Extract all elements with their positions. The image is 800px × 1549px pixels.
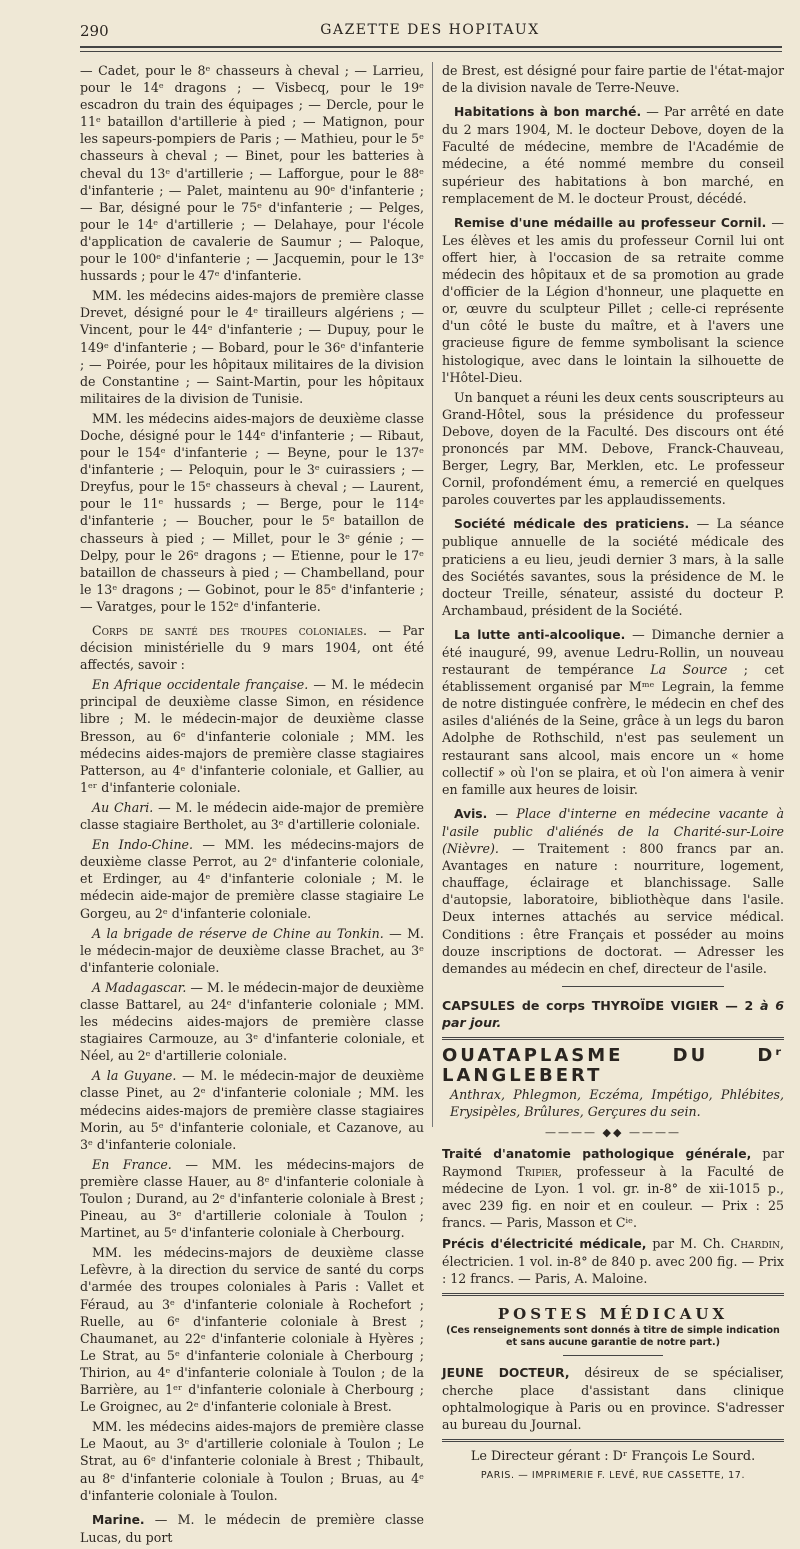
postes-double-rule bbox=[442, 1293, 784, 1296]
alcool-text-1: — Dimanche dernier a été inauguré, 99, avenue Ledru-Rollin, un nouveau restaurant de tempérance bbox=[442, 626, 784, 678]
chari-text: — M. le médecin aide-major de première classe stagiaire Bertholet, au 3ᵉ d'artillerie coloniale. bbox=[80, 799, 425, 833]
precis-text-1: par M. Ch. bbox=[646, 1235, 731, 1251]
paragraph-habitations bbox=[442, 103, 784, 207]
paragraph-aides-majors-2: MM. les médecins aides-majors de deuxième classe Doche, désigné pour le 144ᵉ d'infanterie ; — Ribaut, pour le 154ᵉ d'infanterie ; — Beyne, pour le 137ᵉ d'infanterie ; — Peloquin, pour le 3ᵉ cuirassiers ; — Dreyfus, pour le 15ᵉ chasseurs à cheval ; — Laurent, pour le 11ᵉ hussards ; — Berge, pour le 114ᵉ d'infanterie ; — Boucher, pour le 5ᵉ bataillon de chasseurs à pied ; — Millet, pour le 3ᵉ génie ; — Delpy, pour le 26ᵉ dragons ; — Etienne, pour le 17ᵉ bataillon de chasseurs à pied ; — Chambelland, pour le 13ᵉ dragons ; — Gobinot, pour le 85ᵉ d'infanterie ; — Varatges, pour le 152ᵉ d'infanterie. bbox=[80, 410, 424, 614]
avis-text: — Traitement : 800 francs par an. Avantages en nature : nourriture, logement, chauffage, éclairage et blanchissage. Salle d'autopsie, laboratoire, bibliothèque dans l'asile. Deux internes attachés au service médical. Conditions : être Français et posséder au moins douze inscriptions de doctorat. — Adresser les demandes au médecin en chef, directeur de l'asile. bbox=[442, 841, 784, 976]
paragraph-jeune-docteur bbox=[442, 1364, 784, 1433]
paragraph-indochine bbox=[80, 836, 424, 921]
ornament-separator: ———— ◆◆ ———— bbox=[545, 1125, 681, 1139]
marine-text: — M. le médecin de première classe Lucas, du port bbox=[80, 1511, 424, 1545]
directeur-gerant: Le Directeur gérant : Dʳ François Le Sourd. bbox=[470, 1449, 756, 1465]
habitations-heading: Habitations à bon marché. bbox=[454, 105, 642, 120]
precis-author: Chardin bbox=[730, 1235, 780, 1251]
cornil-heading: Remise d'une médaille au professeur Cornil. bbox=[454, 215, 767, 230]
capsules-text: CAPSULES de corps THYROÏDE VIGIER — 2 bbox=[442, 997, 761, 1013]
paragraph-france-3: MM. les médecins aides-majors de première classe Le Maout, au 3ᵉ d'artillerie coloniale à Toulon ; Le Strat, au 6ᵉ d'infanterie coloniale à Brest ; Thibault, au 8ᵉ d'infanterie coloniale à Toulon ; Bruas, au 4ᵉ d'infanterie coloniale à Toulon. bbox=[80, 1419, 424, 1503]
page-number: 290 bbox=[80, 22, 109, 40]
corps-sante-text: — Par décision ministérielle du 9 mars 1904, ont été affectés, savoir : bbox=[80, 623, 424, 673]
footer-double-rule bbox=[442, 1439, 784, 1442]
madagascar-text: — M. le médecin-major de deuxième classe Battarel, au 24ᵉ d'infanterie coloniale ; MM. les médecins aides-majors de première classe stagiaires Carmouze, au 3ᵉ d'infanterie coloniale, et Néel, au 2ᵉ d'artillerie coloniale. bbox=[80, 979, 424, 1064]
ad-double-rule bbox=[442, 1037, 784, 1040]
jeune-docteur-heading: JEUNE DOCTEUR, bbox=[442, 1365, 570, 1380]
paragraph-marine bbox=[80, 1511, 424, 1546]
precis-text-2: , électricien. 1 vol. in-8° de 840 p. avec 200 fig. — Prix : 12 francs. — Paris, A. Maloine. bbox=[442, 1235, 784, 1286]
paragraph-france-2: MM. les médecins-majors de deuxième classe Lefèvre, à la direction du service de santé du corps d'armée des troupes coloniales à Paris : Vallet et Féraud, au 3ᵉ d'infanterie coloniale à Rochefort ; Ruelle, au 6ᵉ d'infanterie coloniale à Brest ; Chaumanet, au 22ᵉ d'infanterie coloniale à Hyères ; Le Strat, au 5ᵉ d'infanterie coloniale à Cherbourg ; Thirion, au 4ᵉ d'infanterie coloniale à Toulon ; de la Barrière, au 1ᵉʳ d'infanterie coloniale à Cherbourg ; Le Groignec, au 2ᵉ d'infanterie coloniale à Brest. bbox=[80, 1245, 424, 1415]
right-column bbox=[442, 62, 784, 1484]
paragraph-france bbox=[80, 1156, 424, 1241]
cornil-text: — Les élèves et les amis du professeur Cornil lui ont offert hier, à l'occasion de sa retraite comme médecin des hôpitaux et de sa promotion au grade d'officier de la Légion d'honneur, une plaquette en or, œuvre du sculpteur Pillet ; celle-ci représente d'un côté le buste du maître, et à l'avers une gracieuse figure de femme symbolisant la science histologique, avec dans le lointain la silhouette de l'Hôtel-Dieu. bbox=[442, 214, 784, 385]
avis-heading: Avis. bbox=[454, 806, 488, 821]
header-rule-thick bbox=[80, 46, 782, 48]
paragraph-chasseurs: — Cadet, pour le 8ᵉ chasseurs à cheval ; — Larrieu, pour le 14ᵉ dragons ; — Visbecq, pour le 19ᵉ escadron du train des équipages ; — Dercle, pour le 11ᵉ bataillon d'artillerie à pied ; — Matignon, pour les sapeurs-pompiers de Paris ; — Mathieu, pour le 5ᵉ chasseurs à cheval ; — Binet, pour les batteries à cheval du 13ᵉ d'artillerie ; — Lafforgue, pour le 88ᵉ d'infanterie ; — Palet, maintenu au 90ᵉ d'infanterie ; — Bar, désigné pour le 75ᵉ d'infanterie ; — Pelges, pour le 14ᵉ d'artillerie ; — Delahaye, pour l'école d'application de cavalerie de Saumur ; — Paloque, pour le 100ᵉ d'infanterie ; — Jacquemin, pour le 13ᵉ hussards ; pour le 47ᵉ d'infanterie. bbox=[80, 63, 424, 284]
afrique-label: En Afrique occidentale française. bbox=[92, 677, 309, 693]
indochine-text: — MM. les médecins-majors de deuxième classe Perrot, au 2ᵉ d'infanterie coloniale, et Erdinger, au 4ᵉ d'infanterie coloniale ; M. le médecin aide-major de première classe stagiaire Le Gorgeu, au 2ᵉ d'infanterie coloniale. bbox=[80, 837, 424, 921]
praticiens-heading: Société médicale des praticiens. bbox=[454, 517, 690, 532]
paragraph-praticiens bbox=[442, 515, 784, 619]
chine-label: A la brigade de réserve de Chine au Tonkin. bbox=[92, 925, 384, 941]
indochine-label: En Indo-Chine. bbox=[92, 837, 194, 853]
paragraph-traite bbox=[442, 1145, 784, 1231]
postes-note bbox=[442, 1325, 784, 1349]
paragraph-avis bbox=[442, 805, 784, 977]
postes-note-line-2: et sans aucune garantie de notre part.) bbox=[505, 1336, 721, 1348]
france-label: En France. bbox=[92, 1156, 172, 1172]
alcool-text-2: ; cet établissement organisé par Mᵐᵉ Legrain, la femme de notre distinguée confrère, le médecin en chef des asiles d'aliénés de la Seine, grâce à un legs du baron Adolphe de Rothschild, n'est pas seulement un restaurant sans alcool, mais encore un « home collectif » où l'on se plaira, et où l'on aimera à venir en famille aux heures de loisir. bbox=[442, 662, 784, 797]
traite-heading: Traité d'anatomie pathologique générale, bbox=[442, 1147, 752, 1162]
journal-title: GAZETTE DES HOPITAUX bbox=[320, 22, 540, 38]
alcool-heading: La lutte anti-alcoolique. bbox=[454, 627, 626, 642]
afrique-text: — M. le médecin principal de deuxième classe Simon, en résidence libre ; M. le médecin-major de deuxième classe Bresson, au 6ᵉ d'infanterie coloniale ; MM. les médecins aides-majors de première classe stagiaires Patterson, au 4ᵉ d'infanterie coloniale, et Gallier, au 1ᵉʳ d'infanterie coloniale. bbox=[80, 677, 424, 795]
paragraph-corps-sante bbox=[80, 622, 424, 673]
paragraph-banquet: Un banquet a réuni les deux cents souscripteurs au Grand-Hôtel, sous la présidence du professeur Debove, doyen de la Faculté. Des discours ont été prononcés par MM. Debove, Franck-Chauveau, Berger, Legry, Bar, Merklen, etc. Le professeur Cornil, profondément ému, a remercié en quelques paroles couvertes par les applaudissements. bbox=[442, 389, 784, 508]
paragraph-aides-majors-1: MM. les médecins aides-majors de première classe Drevet, désigné pour le 4ᵉ tirailleurs algériens ; — Vincent, pour le 44ᵉ d'infanterie ; — Dupuy, pour le 149ᵉ d'infanterie ; — Bobard, pour le 36ᵉ d'infanterie ; — Poirée, pour les hôpitaux militaires de la division de Constantine ; — Saint-Martin, pour les hôpitaux militaires de la division de Tunisie. bbox=[80, 288, 424, 406]
paragraph-precis bbox=[442, 1235, 784, 1287]
ouataplasme-title: OUATAPLASME DU Dʳ LANGLEBERT bbox=[442, 1044, 784, 1086]
capsules-dose: à 6 par jour. bbox=[442, 997, 784, 1030]
ad-capsules-vigier bbox=[442, 997, 784, 1031]
paragraph-madagascar bbox=[80, 979, 424, 1064]
paragraph-guyane bbox=[80, 1067, 424, 1152]
chine-text: — M. le médecin-major de deuxième classe Brachet, au 3ᵉ d'infanterie coloniale. bbox=[80, 925, 425, 975]
paragraph-anti-alcoolique bbox=[442, 626, 784, 798]
guyane-label: A la Guyane. bbox=[92, 1068, 177, 1084]
alcool-source: La Source bbox=[650, 662, 728, 678]
ouataplasme-indications: Anthrax, Phlegmon, Eczéma, Impétigo, Phlébites, Erysipèles, Brûlures, Gerçures du sein. bbox=[450, 1086, 784, 1119]
avis-italic: — Place d'interne en médecine vacante à l'asile public d'aliénés de la Charité-sur-Loire (Nièvre). bbox=[442, 805, 784, 857]
paragraph-cornil bbox=[442, 214, 784, 386]
chari-label: Au Chari. bbox=[92, 799, 154, 815]
ad-separator bbox=[562, 986, 724, 987]
postes-medicaux-title: POSTES MÉDICAUX bbox=[497, 1304, 729, 1323]
paragraph-chine bbox=[80, 925, 424, 976]
postes-note-line-1: (Ces renseignements sont donnés à titre de simple indication bbox=[446, 1324, 780, 1336]
traite-text-2: , professeur à la Faculté de médecine de Lyon. 1 vol. gr. in-8° de xii-1015 p., avec 239 fig. en noir et en couleur. — Prix : 25 francs. — Paris, Masson et Cⁱᵉ. bbox=[442, 1164, 784, 1231]
habitations-text: — Par arrêté en date du 2 mars 1904, M. le docteur Debove, doyen de la Faculté de médecine, membre de l'Académie de médecine, a été nommé membre du conseil supérieur des habitations à bon marché, en remplacement de M. le docteur Proust, décédé. bbox=[442, 104, 784, 206]
praticiens-text: — La séance publique annuelle de la société médicale des praticiens a eu lieu, jeudi dernier 3 mars, à la salle des Sociétés savantes, sous la présidence de M. le docteur Treille, sénateur, assisté du docteur P. Archambaud, président de la Société. bbox=[442, 516, 784, 618]
page-header bbox=[80, 22, 780, 42]
corps-sante-heading: Corps de santé des troupes coloniales. bbox=[92, 623, 368, 638]
france-text: — MM. les médecins-majors de première classe Hauer, au 8ᵉ d'infanterie coloniale à Toulon ; Durand, au 2ᵉ d'infanterie coloniale à Brest ; Pineau, au 3ᵉ d'artillerie coloniale à Toulon ; Martinet, au 5ᵉ d'infanterie coloniale à Cherbourg. bbox=[80, 1156, 424, 1241]
paragraph-brest: de Brest, est désigné pour faire partie de l'état-major de la division navale de Terre-Neuve. bbox=[442, 63, 784, 96]
paragraph-chari bbox=[80, 799, 424, 833]
jeune-docteur-text: désireux de se spécialiser, cherche place d'assistant dans clinique ophtalmologique à Paris ou en province. S'adresser au bureau du Journal. bbox=[442, 1364, 784, 1433]
paragraph-afrique bbox=[80, 676, 424, 796]
left-column bbox=[80, 62, 424, 1549]
marine-heading: Marine. bbox=[92, 1512, 145, 1527]
traite-author: Tripier bbox=[516, 1164, 559, 1180]
guyane-text: — M. le médecin-major de deuxième classe Pinet, au 2ᵉ d'infanterie coloniale ; MM. les médecins aides-majors de première classe stagiaires Morin, au 5ᵉ d'infanterie coloniale, et Cazanove, au 3ᵉ d'infanterie coloniale. bbox=[80, 1068, 424, 1152]
traite-text-1: par Raymond bbox=[442, 1146, 785, 1180]
column-divider bbox=[432, 62, 433, 1127]
madagascar-label: A Madagascar. bbox=[92, 979, 187, 995]
precis-heading: Précis d'électricité médicale, bbox=[442, 1236, 647, 1251]
header-rule-thin bbox=[80, 51, 782, 52]
imprimerie-line: PARIS. — IMPRIMERIE F. LEVÉ, RUE CASSETTE, 17. bbox=[480, 1470, 746, 1482]
postes-short-rule bbox=[563, 1355, 663, 1356]
